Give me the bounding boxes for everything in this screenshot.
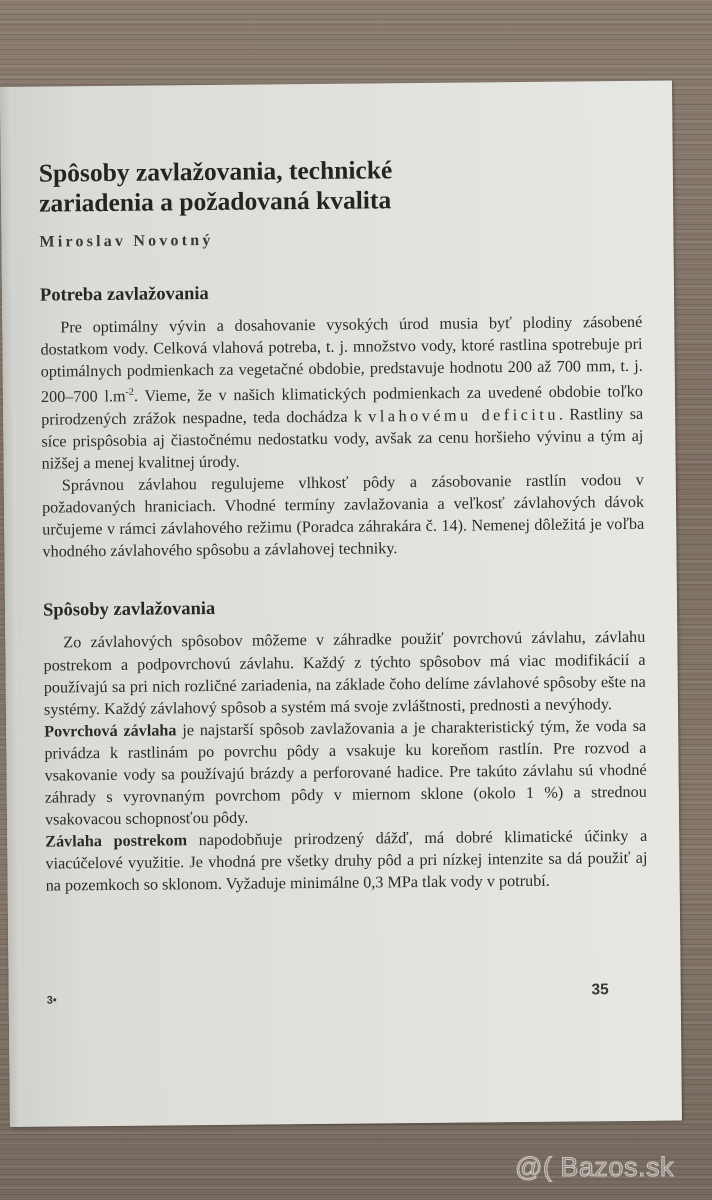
paragraph: Zo závlahových spôsobov môžeme v záhradke použiť povrchovú závlahu, závlahu postrekom a podpovrchovú závlahu. Každý z týchto spôsobov má viac modifikácií a používajú sa pri nich rozličné zariadenia, na základe čoho delíme závlahové spôsoby ešte na systémy. Každý závlahový spôsob a systém má svoje zvláštnosti, prednosti a nevýhody.: [43, 628, 646, 719]
title-line-2: zariadenia a požadovaná kvalita: [38, 185, 392, 218]
title-line-1: Spôsoby zavlažovania, technické: [38, 155, 393, 188]
page-number: 35: [591, 981, 609, 999]
paragraph: Povrchová závlaha je najstarší spôsob zavlažovania a je charakteristický tým, že voda sa privádza k rastlinám po povrchu pôdy a vsakuje ku koreňom rastlín. Pre rozvod a vsakovanie vody sa používajú brázdy a perforované hadice. Pre takúto závlahu sú vhodné záhrady s vyrovnaným povrchom pôdy v miernom sklone (okolo 1 %) a strednou vsakovacou schopnosťou pôdy.: [44, 716, 647, 829]
bold-term: Povrchová závlaha: [44, 721, 177, 741]
article-title: [39, 153, 660, 219]
page-content: [39, 153, 666, 897]
section-heading-sposoby: Spôsoby zavlažovania: [42, 599, 216, 622]
author-name: Miroslav Novotný: [39, 231, 214, 251]
section-heading-potreba: Potreba zavlažovania: [39, 284, 209, 306]
paragraph: Správnou závlahou regulujeme vlhkosť pôdy a zásobovanie rastlín vodou v požadovaných hraniciach. Vhodné termíny zavlažovania a veľkosť závlahových dávok určujeme v rámci závlahového režimu (Poradca záhrakára č. 14). Nemenej dôležitá je voľba vhodného závlahového spôsobu a závlahovej techniky.: [41, 470, 645, 561]
book-page: [0, 81, 682, 1127]
paragraph: Závlaha postrekom napodobňuje prirodzený dážď, má dobré klimatické účinky a viacúčelové využitie. Je vhodná pre všetky druhy pôd a pri nízkej intenzite sa dá použiť aj na pozemkoch so sklonom. Vyžaduje minimálne 0,3 MPa tlak vody v potrubí.: [45, 827, 648, 896]
emphasized-term: vlahovému deficitu: [368, 405, 560, 426]
watermark: @( Bazos.sk: [515, 1152, 674, 1182]
page-binding-edge: [0, 87, 22, 1127]
paragraph: Pre optimálny vývin a dosahovanie vysokých úrod musia byť plodiny zásobené dostatkom vody. Celková vlahová potreba, t. j. množstvo vody, ktoré rastlina spotrebuje pri optimálnych podmienkach za vegetačné obdobie, predstavuje hodnotu 200 až 700 mm, t. j. 200–700 $l.m^{-2}$. Vieme, že v našich klimatických podmienkach za uvedené obdobie toľko prirodzených zrážok nespadne, teda dochádza k vlahovému deficitu. Rastliny sa síce prispôsobia aj čiastočnému nedostatku vody, avšak za cenu horšieho vývinu a tým aj nižšej a menej kvalitnej úrody.: [40, 312, 644, 473]
signature-mark: 3•: [46, 994, 57, 1007]
bold-term: Závlaha postrekom: [45, 831, 188, 851]
page-footer: [46, 981, 609, 1007]
